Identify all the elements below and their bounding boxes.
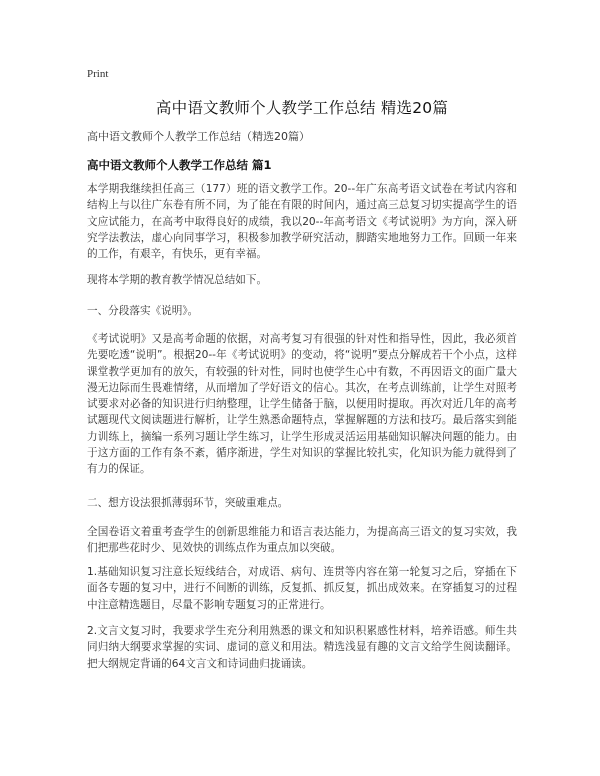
paragraph-summary-lead: 现将本学期的教育教学情况总结如下。 — [87, 274, 268, 286]
paragraph-item-two: 2.文言文复习时，我要求学生充分利用熟悉的课文和知识积累感性材料，培养语感。师生共同归纳大纲要求掌握的实词、虚词的意义和用法。精选浅显有趣的文言文给学生阅读翻译。把大纲规定背诵的64文言文和诗词曲归拢诵读。 — [87, 625, 517, 670]
paragraph-explanation: 《考试说明》又是高考命题的依据，对高考复习有很强的针对性和指导性，因此，我必须首先要吃透“说明”。根据20--年《考试说明》的变动，将“说明”要点分解成若干个小点，这样课堂教学更加有的放矢，有较强的针对性，同时也使学生心中有数，不再因语文的面广量大漫无边际而生畏难情绪，从而增加了学好语文的信心。其次，在考点训练前，让学生对照考试要求对必备的知识进行归纳整理，让学生储备于脑，以便用时提取。再次对近几年的高考试题现代文阅读题进行解析，让学生熟悉命题特点，掌握解题的方法和技巧。最后落实到能力训练上，摘编一系列习题让学生练习，让学生形成灵活运用基础知识解决问题的能力。由于这方面的工作有条不紊，循序渐进，学生对知识的掌握比较扎实，化知识为能力就得到了有力的保证。 — [87, 333, 517, 476]
print-link[interactable]: Print — [87, 68, 109, 80]
paragraph-focus: 全国卷语文着重考查学生的创新思维能力和语言表达能力，为提高高三语文的复习实效，我们把那些花时少、见效快的训练点作为重点加以突破。 — [87, 526, 517, 555]
section-heading: 高中语文教师个人教学工作总结 篇1 — [87, 158, 272, 172]
document-subtitle: 高中语文教师个人教学工作总结（精选20篇） — [87, 130, 310, 143]
document-title: 高中语文教师个人教学工作总结 精选20篇 — [155, 99, 449, 117]
paragraph-heading-two: 二、想方设法狠抓薄弱环节，突破重难点。 — [87, 497, 289, 509]
paragraph-intro: 本学期我继续担任高三（177）班的语文教学工作。20--年广东高考语文试卷在考试内容和结构上与以往广东卷有所不同，为了能在有限的时间内，通过高三总复习切实提高学生的语文应试能力，在高考中取得良好的成绩，我以20--年高考语文《考试说明》为方向，深入研究学法教法，虚心向同事学习，积极参加教学研究活动，脚踏实地地努力工作。回顾一年来的工作，有艰辛，有快乐，更有幸福。 — [87, 183, 517, 261]
paragraph-heading-one: 一、分段落实《说明》。 — [87, 305, 199, 317]
paragraph-item-one: 1.基础知识复习注意长短线结合，对成语、病句、连贯等内容在第一轮复习之后，穿插在下面各专题的复习中，进行不间断的训练，反复抓、抓反复，抓出成效来。在穿插复习的过程中注意精选题目，尽量不影响专题复习的正常进行。 — [87, 566, 517, 611]
